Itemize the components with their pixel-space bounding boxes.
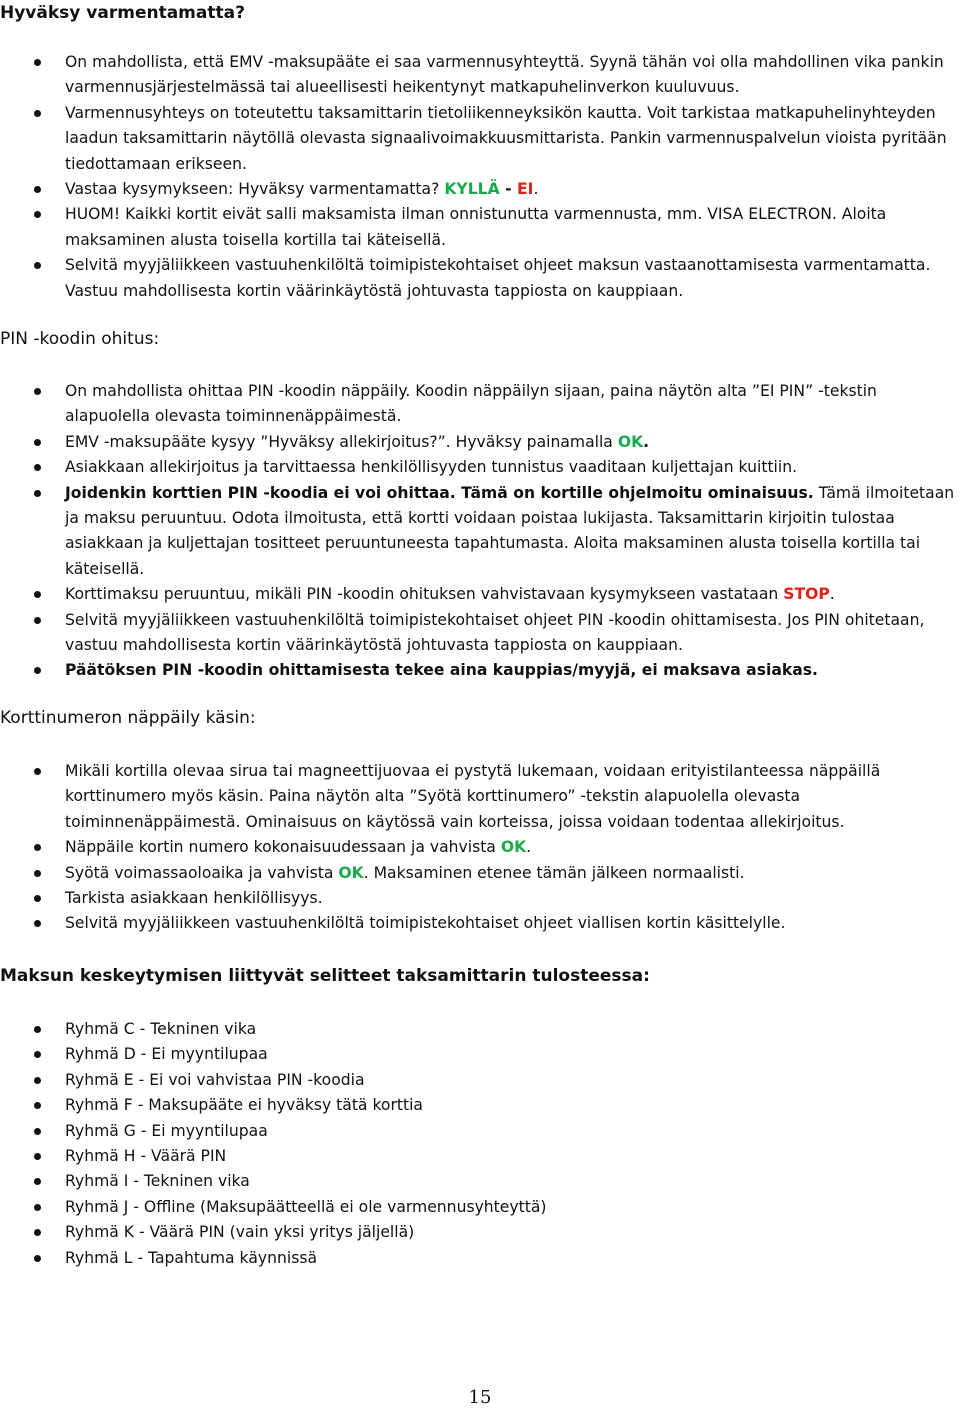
list-item-bold: Joidenkin korttien PIN -koodia ei voi ohittaa. Tämä on kortille ohjelmoitu ominaisuus.: [65, 483, 814, 502]
list-item-text: Selvitä myyjäliikkeen vastuuhenkilöltä toimipistekohtaiset ohjeet maksun vastaanottamisesta varmentamatta. Vastuu mahdollisesta kortin väärinkäytöstä johtuvasta tappiosta on kauppiaan.: [65, 256, 931, 300]
list-item: Ryhmä K - Väärä PIN (vain yksi yritys jäljellä): [0, 1220, 960, 1245]
ok-key: OK: [500, 838, 527, 857]
section-heading-korttinumero: Korttinumeron näppäily käsin:: [0, 708, 256, 728]
list-item-bold: Päätöksen PIN -koodin ohittamisesta tekee aina kauppias/myyjä, ei maksava asiakas.: [65, 661, 818, 680]
list-item: On mahdollista ohittaa PIN -koodin näppäily. Koodin näppäilyn sijaan, paina näytön alta ”EI PIN” -tekstin alapuolella olevasta toiminnenäppäimestä.: [0, 379, 960, 430]
yes-option: KYLLÄ: [444, 180, 500, 199]
list-item: Varmennusyhteys on toteutettu taksamittarin tietoliikenneyksikön kautta. Voit tarkistaa matkapuhelinyhteyden laadun taksamittarin näytöllä olevasta signaalivoimakkuusmittarista. Pankin varmennuspalvelun vioista pyritään tiedottamaan erikseen.: [0, 101, 960, 177]
list-item: Selvitä myyjäliikkeen vastuuhenkilöltä toimipistekohtaiset ohjeet viallisen kortin käsittelylle.: [0, 911, 960, 936]
page-number: 15: [468, 1387, 492, 1408]
section-heading-hyvaksy: Hyväksy varmentamatta?: [0, 3, 245, 23]
list-item: Asiakkaan allekirjoitus ja tarvittaessa henkilöllisyyden tunnistus vaaditaan kuljettajan kuittiin.: [0, 455, 960, 480]
list-item: [0, 658, 960, 683]
list-item-text: Korttimaksu peruuntuu, mikäli PIN -koodin ohituksen vahvistavaan kysymykseen vastataan: [65, 585, 784, 604]
separator: -: [499, 180, 517, 199]
list-item: Ryhmä C - Tekninen vika: [0, 1017, 960, 1042]
list-item: Ryhmä F - Maksupääte ei hyväksy tätä korttia: [0, 1093, 960, 1118]
list-item: [0, 861, 960, 886]
list-item-end: .: [643, 432, 650, 451]
section-heading-selitteet: Maksun keskeytymisen liittyvät selitteet taksamittarin tulosteessa:: [0, 966, 650, 986]
list-item: [0, 253, 960, 304]
list-item-end: . Maksaminen etenee tämän jälkeen normaalisti.: [363, 863, 745, 882]
list-item-text: Vastaa kysymykseen: Hyväksy varmentamatta?: [65, 180, 445, 199]
list-item: Ryhmä D - Ei myyntilupaa: [0, 1042, 960, 1067]
section-heading-pin: PIN -koodin ohitus:: [0, 329, 160, 349]
list-item: Ryhmä H - Väärä PIN: [0, 1144, 960, 1169]
list-item: Ryhmä L - Tapahtuma käynnissä: [0, 1246, 960, 1271]
list-item: [0, 835, 960, 860]
list-item: Selvitä myyjäliikkeen vastuuhenkilöltä toimipistekohtaiset ohjeet PIN -koodin ohittamisesta. Jos PIN ohitetaan, vastuu mahdollisesta kortin väärinkäytöstä johtuvasta tappiosta on kauppiaan.: [0, 608, 960, 659]
list-hyvaksy: [0, 50, 960, 304]
list-item: Tarkista asiakkaan henkilöllisyys.: [0, 886, 960, 911]
ok-key: OK: [338, 863, 364, 882]
list-item: Ryhmä E - Ei voi vahvistaa PIN -koodia: [0, 1068, 960, 1093]
list-item-text: Näppäile kortin numero kokonaisuudessaan ja vahvista: [65, 838, 501, 857]
list-item-text: EMV -maksupääte kysyy ”Hyväksy allekirjoitus?”. Hyväksy painamalla: [65, 432, 618, 451]
list-item: [0, 582, 960, 607]
list-item: Ryhmä I - Tekninen vika: [0, 1169, 960, 1194]
list-selitteet: [0, 1017, 960, 1271]
list-pin: [0, 379, 960, 684]
list-item: [0, 430, 960, 455]
no-option: EI: [517, 180, 534, 199]
list-item: HUOM! Kaikki kortit eivät salli maksamista ilman onnistunutta varmennusta, mm. VISA ELECTRON. Aloita maksaminen alusta toisella kortilla tai käteisellä.: [0, 202, 960, 253]
ok-key: OK: [617, 432, 644, 451]
list-item: [0, 481, 960, 583]
list-item-end: .: [829, 585, 835, 604]
stop-key: STOP: [783, 585, 830, 604]
list-item-text: Tämä ilmoitetaan ja maksu peruuntuu. Odota ilmoitusta, että kortti voidaan poistaa lukijasta. Taksamittarin kirjoitin tulostaa asiakkaan ja kuljettajan tositteet peruuntuneesta tapahtumasta. Aloita maksaminen alusta toisella kortilla tai käteisellä.: [65, 483, 955, 578]
list-item-end: .: [526, 838, 532, 857]
list-item: Mikäli kortilla olevaa sirua tai magneettijuovaa ei pystytä lukemaan, voidaan erityistilanteessa näppäillä korttinumero myös käsin. Paina näytön alta ”Syötä korttinumero” -tekstin alapuolella olevasta toiminnenäppäimestä. Ominaisuus on käytössä vain korteissa, joissa voidaan todentaa allekirjoitus.: [0, 759, 960, 835]
list-item-text: Syötä voimassaoloaika ja vahvista: [65, 863, 339, 882]
list-item-end: .: [533, 180, 539, 199]
list-item: Ryhmä J - Offline (Maksupäätteellä ei ole varmennusyhteyttä): [0, 1195, 960, 1220]
list-korttinumero: [0, 759, 960, 937]
list-item: [0, 177, 960, 202]
list-item: On mahdollista, että EMV -maksupääte ei saa varmennusyhteyttä. Syynä tähän voi olla mahdollinen vika pankin varmennusjärjestelmässä tai alueellisesti heikentynyt matkapuhelinverkon kuuluvuus.: [0, 50, 960, 101]
list-item: Ryhmä G - Ei myyntilupaa: [0, 1119, 960, 1144]
